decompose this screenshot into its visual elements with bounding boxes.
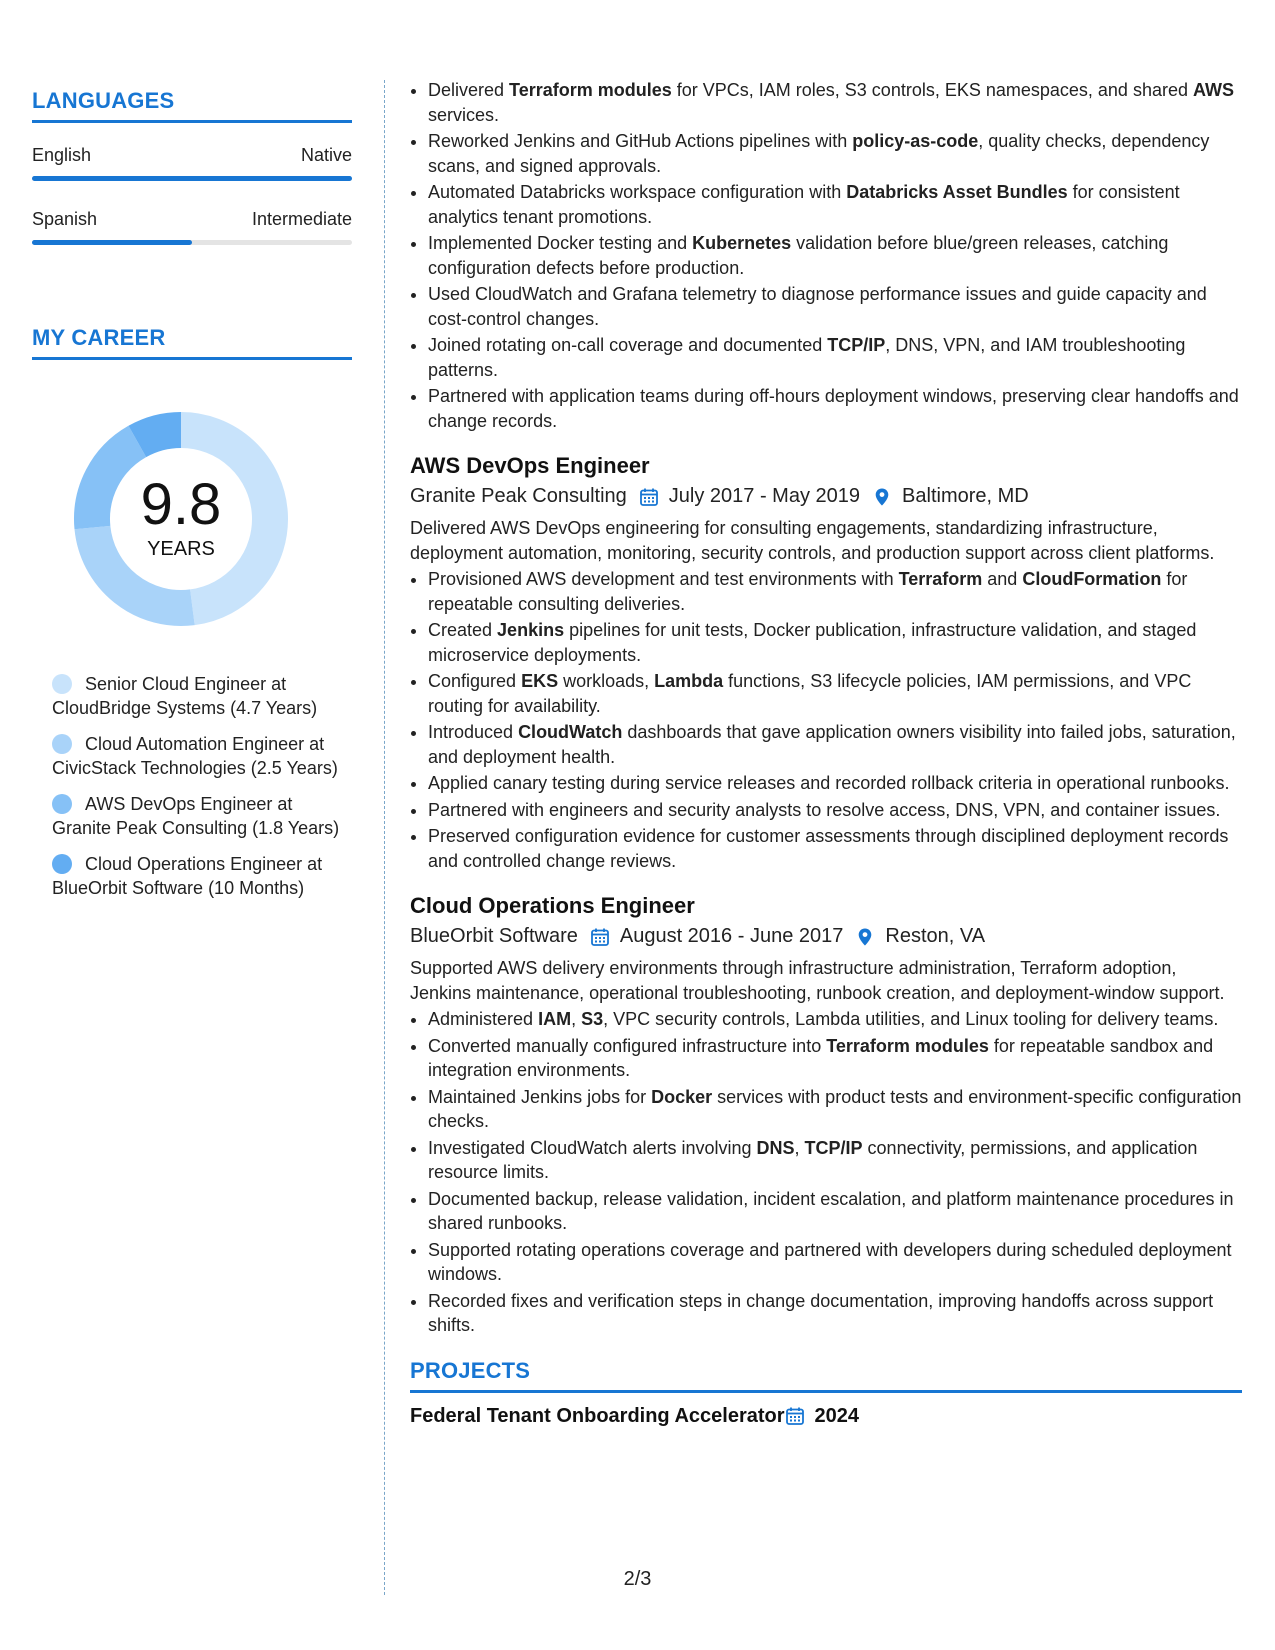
bullet-item: • Joined rotating on-call coverage and documented TCP/IP, DNS, VPN, and IAM troubleshooting patterns. <box>428 333 1242 382</box>
projects-list <box>410 1405 1242 1428</box>
job-entry <box>410 453 1242 873</box>
career-title: MY CAREER <box>32 325 352 360</box>
job-meta <box>410 925 1242 948</box>
job-bullets <box>410 1007 1242 1338</box>
bullet-item: • Provisioned AWS development and test environments with Terraform and CloudFormation for repeatable consulting deliveries. <box>428 567 1242 616</box>
bullet-item: • Partnered with engineers and security analysts to resolve access, DNS, VPN, and container issues. <box>428 798 1242 823</box>
job-description: Supported AWS delivery environments through infrastructure administration, Terraform adoption, Jenkins maintenance, operational troubleshooting, runbook creation, and deployment-window support. <box>410 958 1225 1003</box>
bold-keyword: Terraform modules <box>826 1035 989 1056</box>
language-proficiency-fill <box>32 176 352 181</box>
bullet-item: • Investigated CloudWatch alerts involving DNS, TCP/IP connectivity, permissions, and application resource limits. <box>428 1136 1242 1185</box>
column-divider <box>384 80 385 1595</box>
career-legend-item <box>52 732 352 780</box>
bold-keyword: Kubernetes <box>692 233 792 253</box>
bullet-item: • Documented backup, release validation, incident escalation, and platform maintenance procedures in shared runbooks. <box>428 1187 1242 1236</box>
page-number: 2/3 <box>623 1568 652 1590</box>
donut-center <box>66 404 296 634</box>
bold-keyword: Terraform modules <box>509 80 672 100</box>
location-pin-icon <box>855 927 875 947</box>
career-legend-text: Cloud Automation Engineer at CivicStack Technologies (2.5 Years) <box>52 734 338 778</box>
career-legend-item <box>52 852 352 900</box>
calendar-icon <box>590 927 610 947</box>
bullet-item: • Introduced CloudWatch dashboards that gave application owners visibility into failed jobs, saturation, and deployment health. <box>428 720 1242 769</box>
bold-keyword: Lambda <box>654 671 724 691</box>
job-dates: July 2017 - May 2019 <box>668 485 861 507</box>
bold-keyword: policy-as-code <box>852 131 979 151</box>
calendar-icon <box>639 487 659 507</box>
experience-list <box>410 453 1242 1338</box>
continued-job-bullets <box>410 78 1242 433</box>
bold-keyword: Terraform <box>898 569 983 589</box>
bullet-item: • Administered IAM, S3, VPC security controls, Lambda utilities, and Linux tooling for delivery teams. <box>428 1007 1242 1032</box>
career-legend-text: Cloud Operations Engineer at BlueOrbit Software (10 Months) <box>52 854 323 898</box>
bullet-item: • Used CloudWatch and Grafana telemetry to diagnose performance issues and guide capacity and cost-control changes. <box>428 282 1242 331</box>
job-dates: August 2016 - June 2017 <box>619 925 844 947</box>
project-year: 2024 <box>814 1404 860 1427</box>
languages-title: LANGUAGES <box>32 88 352 123</box>
languages-list <box>32 145 352 245</box>
job-description: Delivered AWS DevOps engineering for consulting engagements, standardizing infrastructure, deployment automation, monitoring, security controls, and production support across client platforms. <box>410 518 1215 563</box>
job-company: BlueOrbit Software <box>410 925 578 947</box>
legend-dot-icon <box>52 674 72 694</box>
bullet-item: • Converted manually configured infrastructure into Terraform modules for repeatable sandbox and integration environments. <box>428 1034 1242 1083</box>
project-name: Federal Tenant Onboarding Accelerator <box>410 1404 785 1427</box>
language-row <box>32 209 352 230</box>
bold-keyword: DNS <box>756 1137 795 1158</box>
total-years-value: 9.8 <box>140 472 222 537</box>
legend-dot-icon <box>52 734 72 754</box>
language-item <box>32 209 352 245</box>
job-bullets <box>410 567 1242 873</box>
job-location: Reston, VA <box>885 925 986 947</box>
language-name: Spanish <box>32 209 98 229</box>
job-location: Baltimore, MD <box>902 485 1029 507</box>
bullet-item: • Recorded fixes and verification steps in change documentation, improving handoffs across support shifts. <box>428 1289 1242 1338</box>
bullet-item: • Configured EKS workloads, Lambda functions, S3 lifecycle policies, IAM permissions, and VPC routing for availability. <box>428 669 1242 718</box>
career-legend-item <box>52 792 352 840</box>
calendar-icon <box>785 1406 805 1426</box>
bold-keyword: CloudWatch <box>518 722 623 742</box>
bold-keyword: AWS <box>1193 80 1235 100</box>
job-company: Granite Peak Consulting <box>410 485 627 507</box>
language-proficiency-bar <box>32 240 352 245</box>
job-title: Cloud Operations Engineer <box>410 893 695 918</box>
job-entry <box>410 893 1242 1338</box>
job-meta <box>410 485 1242 508</box>
bullet-item: • Created Jenkins pipelines for unit tests, Docker publication, infrastructure validation, and staged microservice deployments. <box>428 618 1242 667</box>
career-legend-item <box>52 672 352 720</box>
language-level: Intermediate <box>251 209 352 229</box>
right-column <box>410 78 1242 1428</box>
language-proficiency-fill <box>32 240 192 245</box>
bold-keyword: Docker <box>651 1086 713 1107</box>
location-pin-icon <box>872 487 892 507</box>
bold-keyword: EKS <box>521 671 559 691</box>
projects-title: PROJECTS <box>410 1358 1242 1393</box>
legend-dot-icon <box>52 794 72 814</box>
career-donut-chart <box>66 404 296 634</box>
career-legend-text: Senior Cloud Engineer at CloudBridge Systems (4.7 Years) <box>52 674 318 718</box>
bullet-item: • Maintained Jenkins jobs for Docker services with product tests and environment-specific configuration checks. <box>428 1085 1242 1134</box>
bullet-item: • Automated Databricks workspace configuration with Databricks Asset Bundles for consistent analytics tenant promotions. <box>428 180 1242 229</box>
bullet-item: • Applied canary testing during service releases and recorded rollback criteria in operational runbooks. <box>428 771 1242 796</box>
career-legend-text: AWS DevOps Engineer at Granite Peak Consulting (1.8 Years) <box>52 794 340 838</box>
total-years-label: YEARS <box>147 538 215 560</box>
bold-keyword: S3 <box>581 1009 604 1029</box>
language-level: Native <box>300 145 352 165</box>
project-row <box>410 1405 1242 1428</box>
bold-keyword: CloudFormation <box>1022 569 1162 589</box>
bold-keyword: IAM <box>538 1009 572 1029</box>
left-column <box>32 88 352 912</box>
bullet-item: • Supported rotating operations coverage and partnered with developers during scheduled deployment windows. <box>428 1238 1242 1287</box>
job-title: AWS DevOps Engineer <box>410 453 650 478</box>
bullet-item: • Reworked Jenkins and GitHub Actions pipelines with policy-as-code, quality checks, dependency scans, and signed approvals. <box>428 129 1242 178</box>
language-row <box>32 145 352 166</box>
career-legend <box>52 672 352 900</box>
bold-keyword: Databricks Asset Bundles <box>846 182 1068 202</box>
bullet-item: • Delivered Terraform modules for VPCs, IAM roles, S3 controls, EKS namespaces, and shared AWS services. <box>428 78 1242 127</box>
bold-keyword: TCP/IP <box>804 1137 863 1158</box>
bold-keyword: TCP/IP <box>827 335 886 355</box>
bold-keyword: Jenkins <box>497 620 565 640</box>
language-name: English <box>32 145 92 165</box>
bullet-item: • Implemented Docker testing and Kubernetes validation before blue/green releases, catching configuration defects before production. <box>428 231 1242 280</box>
legend-dot-icon <box>52 854 72 874</box>
language-proficiency-bar <box>32 176 352 181</box>
bullet-item: • Preserved configuration evidence for customer assessments through disciplined deployment records and controlled change reviews. <box>428 824 1242 873</box>
bullet-item: • Partnered with application teams during off-hours deployment windows, preserving clear handoffs and change records. <box>428 384 1242 433</box>
language-item <box>32 145 352 181</box>
